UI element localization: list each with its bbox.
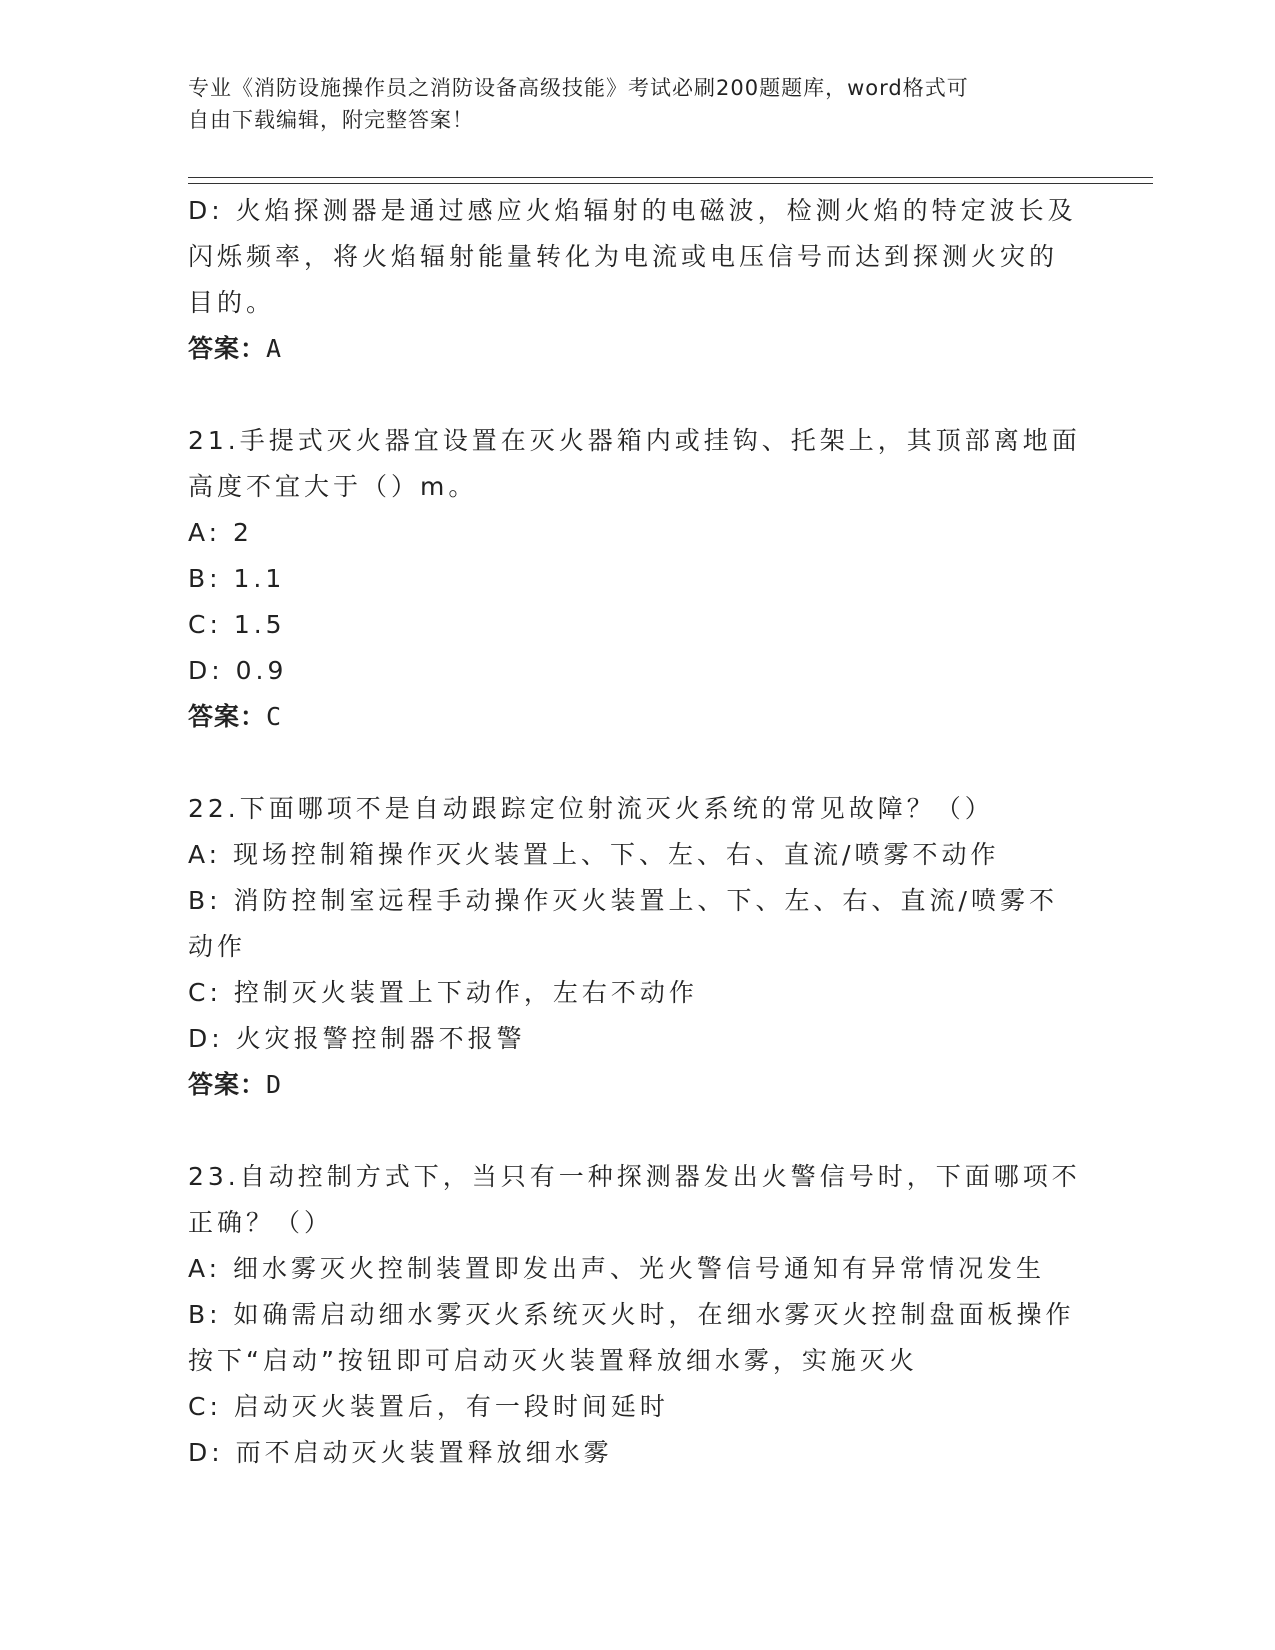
header-divider-bottom bbox=[188, 183, 1153, 184]
header-line-2: 自由下载编辑，附完整答案！ bbox=[188, 108, 474, 132]
question-stem: 高度不宜大于（）m。 bbox=[188, 472, 478, 501]
option-d: D: 而不启动灭火装置释放细水雾 bbox=[188, 1438, 613, 1467]
option-c: C: 控制灭火装置上下动作，左右不动作 bbox=[188, 978, 698, 1007]
option-c: C: 启动灭火装置后，有一段时间延时 bbox=[188, 1392, 669, 1421]
question-stem: 22.下面哪项不是自动跟踪定位射流灭火系统的常见故障？（） bbox=[188, 794, 994, 823]
prev-question-block bbox=[188, 188, 1088, 372]
option-c: C: 1.5 bbox=[188, 610, 286, 639]
document-header bbox=[188, 72, 1068, 136]
option-d: D: 0.9 bbox=[188, 656, 288, 685]
option-d: D: 火灾报警控制器不报警 bbox=[188, 1024, 526, 1053]
question-content bbox=[188, 188, 1088, 1476]
answer-line bbox=[188, 1062, 1088, 1108]
option-a: A: 2 bbox=[188, 518, 253, 547]
option-a: A: 现场控制箱操作灭火装置上、下、左、右、直流/喷雾不动作 bbox=[188, 840, 1000, 869]
spacer bbox=[188, 1108, 1088, 1154]
question-stem: 23.自动控制方式下，当只有一种探测器发出火警信号时，下面哪项不 bbox=[188, 1162, 1081, 1191]
question-stem: 21.手提式灭火器宜设置在灭火器箱内或挂钩、托架上，其顶部离地面 bbox=[188, 426, 1081, 455]
option-d-line: 目的。 bbox=[188, 288, 276, 317]
question-21 bbox=[188, 418, 1088, 740]
header-line-1: 专业《消防设施操作员之消防设备高级技能》考试必刷200题题库，word格式可 bbox=[188, 76, 969, 100]
option-b: B: 如确需启动细水雾灭火系统灭火时，在细水雾灭火控制盘面板操作 bbox=[188, 1300, 1075, 1329]
option-b: B: 1.1 bbox=[188, 564, 286, 593]
option-b: B: 消防控制室远程手动操作灭火装置上、下、左、右、直流/喷雾不 bbox=[188, 886, 1058, 915]
option-b-continued: 动作 bbox=[188, 932, 247, 961]
answer-line bbox=[188, 694, 1088, 740]
answer-value: C bbox=[266, 702, 283, 731]
question-23 bbox=[188, 1154, 1088, 1476]
answer-label: 答案： bbox=[188, 1070, 267, 1099]
option-b-continued: 按下“启动”按钮即可启动灭火装置释放细水雾，实施灭火 bbox=[188, 1346, 918, 1375]
answer-value: A bbox=[266, 334, 283, 363]
spacer bbox=[188, 740, 1088, 786]
spacer bbox=[188, 372, 1088, 418]
option-d-line: 闪烁频率，将火焰辐射能量转化为电流或电压信号而达到探测火灾的 bbox=[188, 242, 1059, 271]
question-stem: 正确？（） bbox=[188, 1208, 334, 1237]
header-divider-top bbox=[188, 177, 1153, 178]
answer-label: 答案： bbox=[188, 702, 267, 731]
answer-value: D bbox=[266, 1070, 283, 1099]
answer-label: 答案： bbox=[188, 334, 267, 363]
question-22 bbox=[188, 786, 1088, 1108]
answer-line bbox=[188, 326, 1088, 372]
option-d-line: D: 火焰探测器是通过感应火焰辐射的电磁波，检测火焰的特定波长及 bbox=[188, 196, 1077, 225]
option-a: A: 细水雾灭火控制装置即发出声、光火警信号通知有异常情况发生 bbox=[188, 1254, 1046, 1283]
